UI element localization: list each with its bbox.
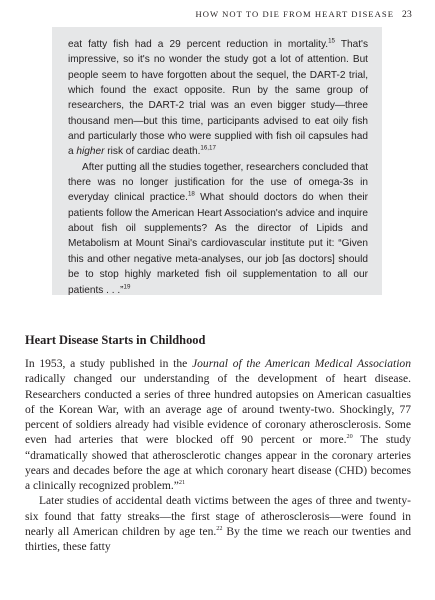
footnote-ref: 18 xyxy=(187,191,195,199)
body-text xyxy=(25,357,411,555)
running-head xyxy=(195,9,412,20)
sidebar-paragraph xyxy=(68,37,368,160)
text-run: After putting all the studies together, researchers concluded that there was no longer justification for the use of omega-3s in everyday clinical practice. xyxy=(68,161,368,204)
text-run: risk of cardiac death. xyxy=(104,146,201,158)
text-run: Later studies of accidental death victims between the ages of three and twenty-six found that fatty streaks—the first stage of atherosclerosis—were found in nearly all American children by age ten. xyxy=(25,495,411,538)
body-paragraph xyxy=(25,494,411,555)
footnote-ref: 21 xyxy=(178,479,186,487)
section-heading: Heart Disease Starts in Childhood xyxy=(25,333,206,347)
footnote-ref: 15 xyxy=(328,37,335,45)
text-run: What should doctors do when their patients follow the American Heart Association's advice and inquire about fish oil supplements? As the director of Lipids and Metabolism at Mount Sinai's cardiovascular institute put it: “Given this and other negative meta-analyses, our job [as doctors] should be to stop highly marketed fish oil supplementation to all our patients . . .” xyxy=(68,192,368,296)
running-head-title: HOW NOT TO DIE FROM HEART DISEASE xyxy=(195,9,394,19)
text-run: In 1953, a study published in the xyxy=(25,358,193,370)
journal-title: Journal of the American Medical Association xyxy=(192,358,411,370)
sidebar-paragraph xyxy=(68,160,368,298)
footnote-ref: 16,17 xyxy=(200,145,216,153)
footnote-ref: 22 xyxy=(216,524,223,532)
body-paragraph xyxy=(25,357,411,494)
text-run: The study “dramatically showed that atherosclerotic changes appear in the coronary arteries years and decades before the age at which coronary heart disease (CHD) becomes a clinically recognized problem.” xyxy=(25,434,411,492)
footnote-ref: 20 xyxy=(346,433,353,441)
text-run: By the time we reach our twenties and thirties, these fatty xyxy=(25,525,412,553)
text-run: eat fatty fish had a 29 percent reduction in mortality. xyxy=(68,39,329,50)
sidebar-box xyxy=(52,27,382,295)
text-run: That's impressive, so it's no wonder the study got a lot of attention. But people seem to have forgotten about the sequel, the DART-2 trial, which found the exact opposite. Run by the same group of researchers, the DART-2 trial was an even bigger study—three thousand men—but this time, participants advised to eat oily fish and particularly those who were supplied with fish oil capsules had a xyxy=(68,39,368,158)
page-number: 23 xyxy=(402,9,412,20)
footnote-ref: 19 xyxy=(123,283,131,291)
emphasis: higher xyxy=(76,146,105,158)
sidebar-text xyxy=(68,37,368,298)
text-run: radically changed our understanding of the development of heart disease. Researchers conducted a series of three hundred autopsies on American casualties of the Korean War, with an average age of around twenty-two. Shockingly, 77 percent of soldiers already had visible evidence of coronary atherosclerosis. Some even had arteries that were blocked off 90 percent or more. xyxy=(25,373,411,447)
